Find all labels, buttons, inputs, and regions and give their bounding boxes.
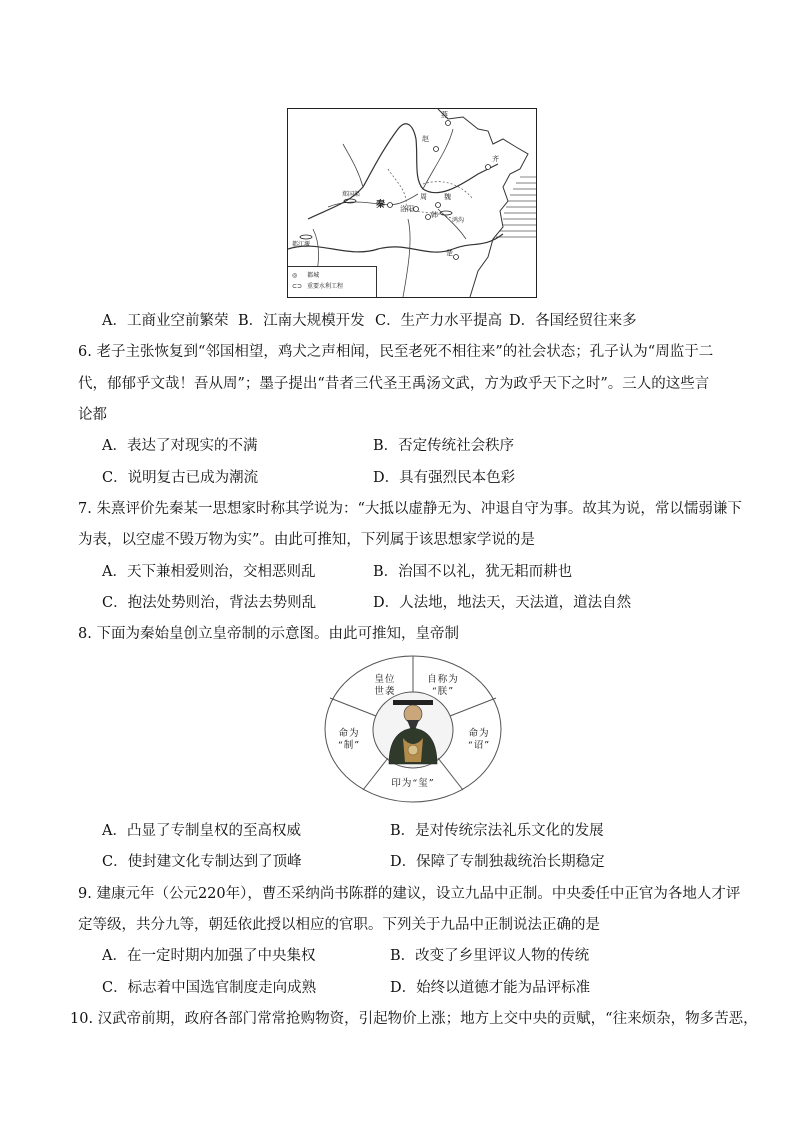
q6-text-2: 代，郁郁乎文哉！吾从周”；墨子提出“昔者三代圣王禹汤文武，方为政乎天下之时”。三人的这些言	[78, 376, 710, 392]
q6-option-a: A．表达了对现实的不满	[102, 438, 258, 454]
q6-option-c: C．说明复古已成为潮流	[102, 470, 259, 486]
segment-hereditary-line1: 皇位	[374, 674, 396, 685]
q6-text-3: 论都	[78, 407, 107, 423]
q7-text-1: 朱熹评价先秦某一思想家时称其学说为：“大抵以虚静无为、冲退自守为事。故其为说，常以懦弱谦下	[96, 501, 742, 517]
canal-icon: ⊂⊃	[292, 283, 303, 290]
map-label-zhengguo-canal: 郑国渠	[342, 191, 361, 198]
legend-row-canal	[292, 283, 343, 290]
map-label-luoyang: 洛阳	[400, 205, 414, 213]
q7-option-c: C．抱法处势则治，背法去势则乱	[102, 595, 317, 611]
q9-number: 9.	[78, 886, 92, 902]
q5-option-c: C．生产力水平提高	[375, 313, 503, 329]
map-label-yan: 燕	[441, 111, 448, 119]
map-label-chu: 楚	[446, 249, 453, 257]
segment-edict-zhao-line1: 命为	[468, 728, 490, 739]
map-label-qi: 齐	[492, 155, 499, 163]
q7-number: 7.	[78, 501, 92, 517]
q8-option-c: C．使封建文化专制达到了顶峰	[102, 854, 302, 870]
segment-edict-zhao	[461, 728, 497, 752]
segment-decree-zhi-line2: “制”	[337, 740, 361, 751]
legend-row-capital	[292, 272, 319, 279]
q10-line-1	[70, 1009, 758, 1029]
segment-hereditary-throne	[365, 674, 405, 698]
q5-option-b: B．江南大规模开发	[238, 313, 365, 329]
q9-option-b: B．改变了乡里评议人物的传统	[390, 948, 590, 964]
q9-text-1: 建康元年（公元220年），曹丕采纳尚书陈群的建议，设立九品中正制。中央委任中正官为各地人才评	[96, 886, 741, 902]
q9-option-d: D．始终以道德才能为品评标准	[390, 980, 591, 996]
segment-seal: 印为“玺”	[391, 778, 435, 789]
legend-canal-label: 重要水利工程	[306, 283, 343, 290]
segment-edict-zhao-line2: “诏”	[467, 740, 491, 751]
segment-self-title-line2: “朕”	[431, 686, 455, 697]
emperor-system-diagram	[323, 654, 503, 804]
q7-option-d: D．人法地，地法天，天法道，道法自然	[373, 595, 632, 611]
map-legend	[288, 266, 377, 297]
q6-option-b: B．否定传统社会秩序	[373, 438, 515, 454]
map-label-qin: 秦	[376, 200, 386, 210]
warring-states-map	[287, 108, 537, 298]
q8-number: 8.	[78, 626, 92, 642]
q7-text-2: 为表，以空虚不毁万物为实”。由此可推知，下列属于该思想家学说的是	[78, 532, 535, 548]
q6-option-d: D．具有强烈民本色彩	[373, 470, 516, 486]
q7-line-1	[78, 499, 742, 519]
q8-option-a: A．凸显了专制皇权的至高权威	[102, 823, 301, 839]
segment-hereditary-line2: 世袭	[374, 686, 396, 697]
segment-decree-zhi-line1: 命为	[338, 728, 360, 739]
q5-option-d: D．各国经贸往来多	[509, 313, 637, 329]
segment-self-title	[421, 674, 465, 698]
q8-option-d: D．保障了专制独裁统治长期稳定	[390, 854, 605, 870]
q9-text-2: 定等级，共分九等，朝廷依此授以相应的官职。下列关于九品中正制说法正确的是	[78, 917, 600, 933]
q6-line-1	[78, 342, 713, 362]
map-label-honggou: 鸿沟	[452, 217, 465, 224]
map-label-wei: 魏	[444, 193, 451, 201]
q7-option-b: B．治国不以礼，犹无耜而耕也	[373, 564, 573, 580]
q9-line-1	[78, 884, 740, 904]
q10-number: 10.	[70, 1011, 94, 1027]
q6-text-1: 老子主张恢复到“邻国相望，鸡犬之声相闻，民至老死不相往来”的社会状态；孔子认为“周监于二	[96, 344, 714, 360]
q7-option-a: A．天下兼相爱则治，交相恶则乱	[102, 564, 316, 580]
q6-number: 6.	[78, 344, 92, 360]
q9-option-c: C．标志着中国选官制度走向成熟	[102, 980, 317, 996]
map-label-zhao: 赵	[422, 135, 429, 143]
segment-decree-zhi	[331, 728, 367, 752]
legend-capital-label: 都城	[307, 272, 320, 279]
q8-option-b: B．是对传统宗法礼乐文化的发展	[390, 823, 604, 839]
q5-option-a: A．工商业空前繁荣	[102, 313, 229, 329]
map-label-dujiangyan: 都江堰	[292, 241, 311, 248]
q8-line-1	[78, 624, 459, 644]
map-label-zhou: 周	[420, 193, 427, 201]
segment-self-title-line1: 自称为	[427, 674, 459, 685]
q9-option-a: A．在一定时期内加强了中央集权	[102, 948, 316, 964]
capital-icon: ◎	[292, 272, 298, 279]
q8-text-1: 下面为秦始皇创立皇帝制的示意图。由此可推知，皇帝制	[96, 626, 459, 642]
map-label-han: 韩	[431, 211, 438, 219]
q10-text-1: 汉武帝前期，政府各部门常常抢购物资，引起物价上涨；地方上交中央的贡赋，“往来烦杂，物多苦恶，	[97, 1011, 758, 1027]
